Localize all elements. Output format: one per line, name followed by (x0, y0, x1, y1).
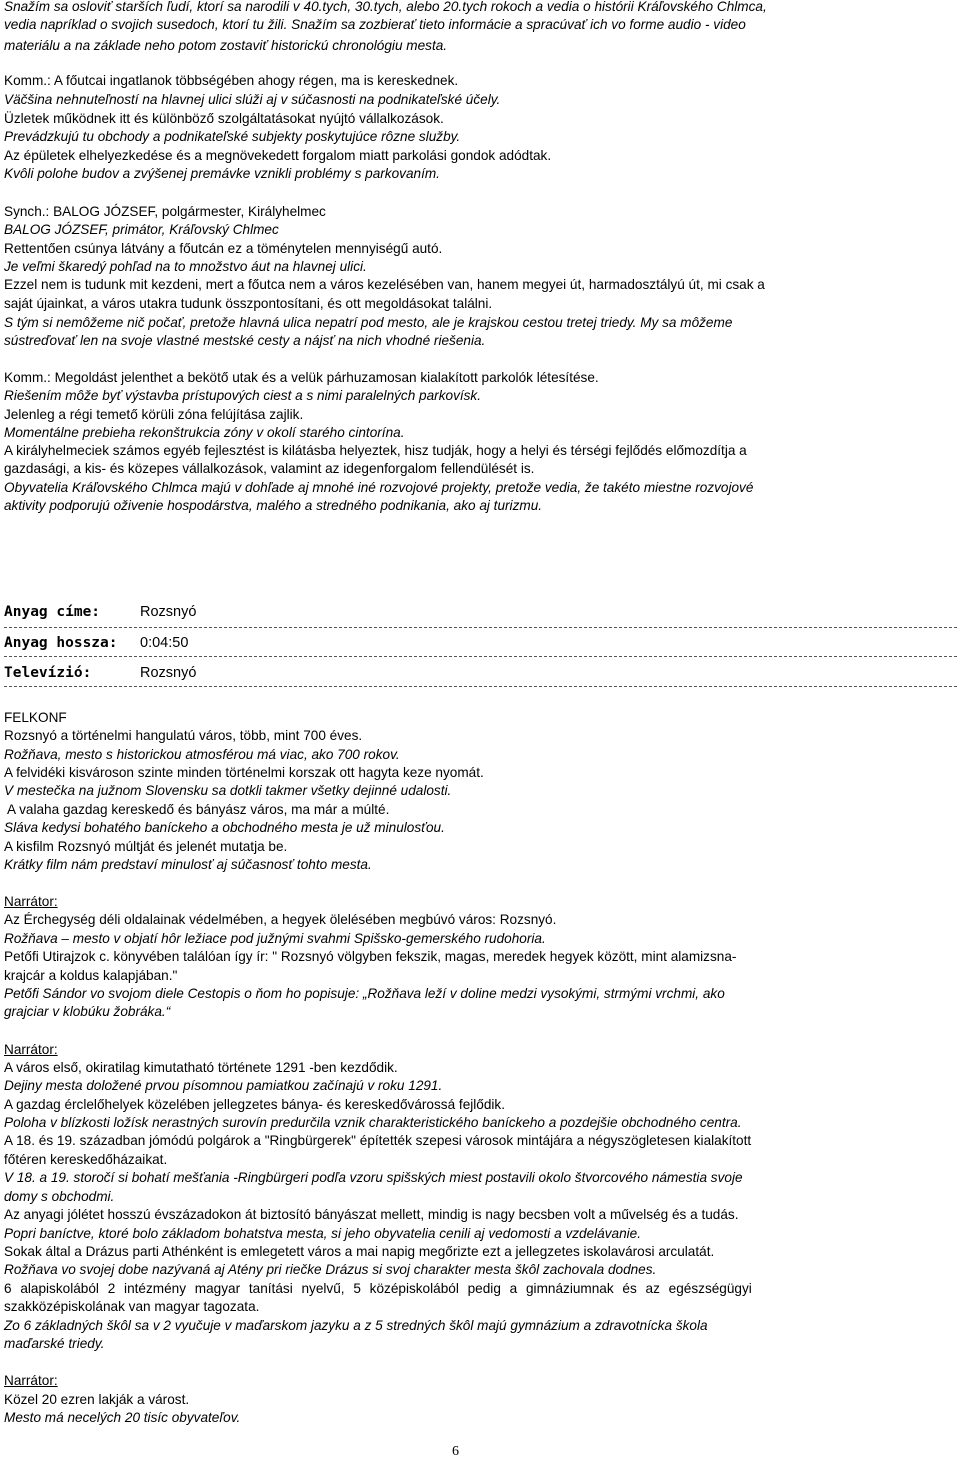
felkonf-line: Rozsnyó a történelmi hangulatú város, több, mint 700 éves. (4, 728, 363, 743)
narrator-line: Petőfi Sándor vo svojom diele Cestopis o ňom ho popisuje: „Rožňava leží v doline medzi vysokými, strmými vrchmi, ako (4, 986, 725, 1001)
synch-line: Je veľmi škaredý pohľad na to množstvo áut na hlavnej ulici. (4, 259, 367, 274)
felkonf-line: Rožňava, mesto s historickou atmosférou má viac, ako 700 rokov. (4, 747, 400, 762)
comm-line: Väčšina nehnuteľností na hlavnej ulici slúži aj v súčasnosti na podnikateľské účely. (4, 92, 501, 107)
television-label: Televízió: (4, 665, 92, 681)
comm-line: Riešením môže byť výstavba prístupových ciest a s nimi paralelných parkovísk. (4, 388, 482, 403)
comm-line: Komm.: A főutcai ingatlanok többségében ahogy régen, ma is kereskednek. (4, 73, 459, 88)
narrator-line: A gazdag érclelőhelyek közelében jellegzetes bánya- és kereskedővárossá fejlődik. (4, 1097, 506, 1112)
dashed-divider (4, 686, 957, 687)
synch-line: S tým si nemôžeme nič počať, pretože hlavná ulica nepatrí pod mesto, ale je krajskou cestou tretej triedy. My sa môžeme (4, 315, 733, 330)
narrator-label: Narrátor: (4, 1373, 58, 1388)
material-title-value: Rozsnyó (140, 604, 197, 620)
comm-line: Obyvatelia Kráľovského Chlmca majú v dohľade aj mnohé iné rozvojové projekty, pretože vedia, že takéto miestne rozvojové (4, 480, 754, 495)
narrator-line: Közel 20 ezren lakják a várost. (4, 1392, 190, 1407)
narrator-label: Narrátor: (4, 1042, 58, 1057)
narrator-line: Poloha v blízkosti ložísk nerastných surovín predurčila vznik charakteristického baníckeho a pozdejšie obchodného centra. (4, 1115, 742, 1130)
felkonf-heading: FELKONF (4, 710, 67, 725)
material-title-label: Anyag címe: (4, 604, 101, 620)
narrator-line: domy s obchodmi. (4, 1189, 115, 1204)
narrator-line: V 18. a 19. storočí si bohatí mešťania -Ringbürgeri podľa vzoru spišských miest postavili okolo štvorcového námestia svoje (4, 1170, 743, 1185)
intro-line: Snažím sa osloviť starších ľudí, ktorí sa narodili v 40.tych, 30.tych, alebo 20.tych rokoch a vedia o histórii Kráľovského Chlmca, (4, 0, 767, 14)
felkonf-line: Krátky film nám predstaví minulosť aj súčasnosť tohto mesta. (4, 857, 372, 872)
intro-line: vedia napríklad o svojich susedoch, ktorí tu žili. Snažím sa zozbierať tieto informácie a spracúvať ich vo forme audio - video (4, 17, 746, 32)
television-value: Rozsnyó (140, 665, 197, 681)
dashed-divider (4, 656, 957, 657)
narrator-line: A város első, okiratilag kimutatható története 1291 -ben kezdődik. (4, 1060, 398, 1075)
narrator-line: A 18. és 19. században jómódú polgárok a "Ringbürgerek" építették szepesi városok mintájára a négyszögletesen kialakított (4, 1133, 752, 1148)
narrator-line: Rožňava – mesto v objatí hôr ležiace pod južnými svahmi Spišsko-gemerského rudohoria. (4, 931, 546, 946)
comm-line: A királyhelmeciek számos egyéb fejlesztést is kilátásba helyeztek, hisz tudják, hogy a helyi és térségi fejlődés előmozdítja a (4, 443, 747, 458)
narrator-line: maďarské triedy. (4, 1336, 105, 1351)
comm-line: gazdasági, a kis- és közepes vállalkozások, valamint az idegenforgalom fellendülését is. (4, 461, 535, 476)
narrator-line: 6 alapiskolából 2 intézmény magyar tanítási nyelvű, 5 középiskolából pedig a gimnáziumnak és az egészségügyi (4, 1281, 752, 1296)
narrator-line: szakközépiskolának van magyar tagozata. (4, 1299, 260, 1314)
comm-line: aktivity podporujú oživenie hospodárstva, malého a stredného podnikania, ako aj turizmu. (4, 498, 543, 513)
narrator-line: Mesto má necelých 20 tisíc obyvateľov. (4, 1410, 241, 1425)
felkonf-line: A valaha gazdag kereskedő és bányász város, ma már a múlté. (4, 802, 390, 817)
narrator-line: Az Érchegység déli oldalainak védelmében, a hegyek ölelésében megbúvó város: Rozsnyó. (4, 912, 557, 927)
comm-line: Jelenleg a régi temető körüli zóna felújítása zajlik. (4, 407, 304, 422)
synch-line: saját újainkat, a város utakra tudunk összpontosítani, és ott megoldásokat találni. (4, 296, 493, 311)
felkonf-line: A felvidéki kisvároson szinte minden történelmi korszak ott hagyta keze nyomát. (4, 765, 484, 780)
narrator-line: Rožňava vo svojej dobe nazývaná aj Atény pri riečke Drázus si svoj charakter mesta škôl zachovala dodnes. (4, 1262, 657, 1277)
narrator-line: Az anyagi jólétet hosszú évszázadokon át biztosító bányászat mellett, mindig is nagy becsben volt a művelség és a tudás. (4, 1207, 739, 1222)
synch-line: Synch.: BALOG JÓZSEF, polgármester, Királyhelmec (4, 204, 326, 219)
felkonf-line: V mestečka na južnom Slovensku sa dotkli takmer všetky dejinné udalosti. (4, 783, 452, 798)
comm-line: Prevádzkujú tu obchody a podnikateľské subjekty poskytujúce rôzne služby. (4, 129, 461, 144)
comm-line: Üzletek működnek itt és különböző szolgáltatásokat nyújtó vállalkozások. (4, 111, 444, 126)
narrator-line: Sokak által a Drázus parti Athénként is emlegetett város a mai napig megőrizte ezt a jellegzetes iskolavárosi arculatát. (4, 1244, 715, 1259)
material-length-value: 0:04:50 (140, 635, 189, 651)
narrator-line: Dejiny mesta doložené prvou písomnou pamiatkou začínajú v roku 1291. (4, 1078, 443, 1093)
synch-line: sústreďovať len na svoje vlastné mestské cesty a nájsť na nich vhodné riešenia. (4, 333, 486, 348)
narrator-line: grajciar v klobúku žobráka.“ (4, 1004, 171, 1019)
material-length-label: Anyag hossza: (4, 635, 118, 651)
synch-line: Rettentően csúnya látvány a főutcán ez a töménytelen mennyiségű autó. (4, 241, 443, 256)
page-number: 6 (452, 1444, 459, 1459)
synch-line: BALOG JÓZSEF, primátor, Kráľovský Chlmec (4, 222, 279, 237)
intro-line: materiálu a na základe neho potom zostaviť historickú chronológiu mesta. (4, 38, 448, 53)
narrator-line: krajcár a koldus kalapjában." (4, 968, 178, 983)
felkonf-line: A kisfilm Rozsnyó múltját és jelenét mutatja be. (4, 839, 288, 854)
comm-line: Az épületek elhelyezkedése és a megnövekedett forgalom miatt parkolási gondok adódtak. (4, 148, 552, 163)
felkonf-line: Sláva kedysi bohatého baníckeho a obchodného mesta je už minulosťou. (4, 820, 445, 835)
dashed-divider (4, 627, 957, 628)
narrator-line: Popri baníctve, ktoré bolo základom bohatstva mesta, si jeho obyvatelia cenili aj vedomosti a vzdelávanie. (4, 1226, 641, 1241)
comm-line: Momentálne prebieha rekonštrukcia zóny v okolí starého cintorína. (4, 425, 405, 440)
comm-line: Komm.: Megoldást jelenthet a bekötő utak és a velük párhuzamosan kialakított parkolók létesítése. (4, 370, 599, 385)
narrator-line: főtéren kereskedőházaikat. (4, 1152, 168, 1167)
narrator-line: Petőfi Utirajzok c. könyvében találóan így ír: " Rozsnyó völgyben fekszik, magas, meredek hegyek között, mint alamizsna- (4, 949, 737, 964)
synch-line: Ezzel nem is tudunk mit kezdeni, mert a főutca nem a város kezelésében van, hanem megyei út, harmadosztályú út, mi csak a (4, 277, 765, 292)
narrator-line: Zo 6 základných škôl sa v 2 vyučuje v maďarskom jazyku a z 5 stredných škôl majú gymnázium a zdravotnícka škola (4, 1318, 708, 1333)
comm-line: Kvôli polohe budov a zvýšenej premávke vznikli problémy s parkovaním. (4, 166, 440, 181)
narrator-label: Narrátor: (4, 894, 58, 909)
